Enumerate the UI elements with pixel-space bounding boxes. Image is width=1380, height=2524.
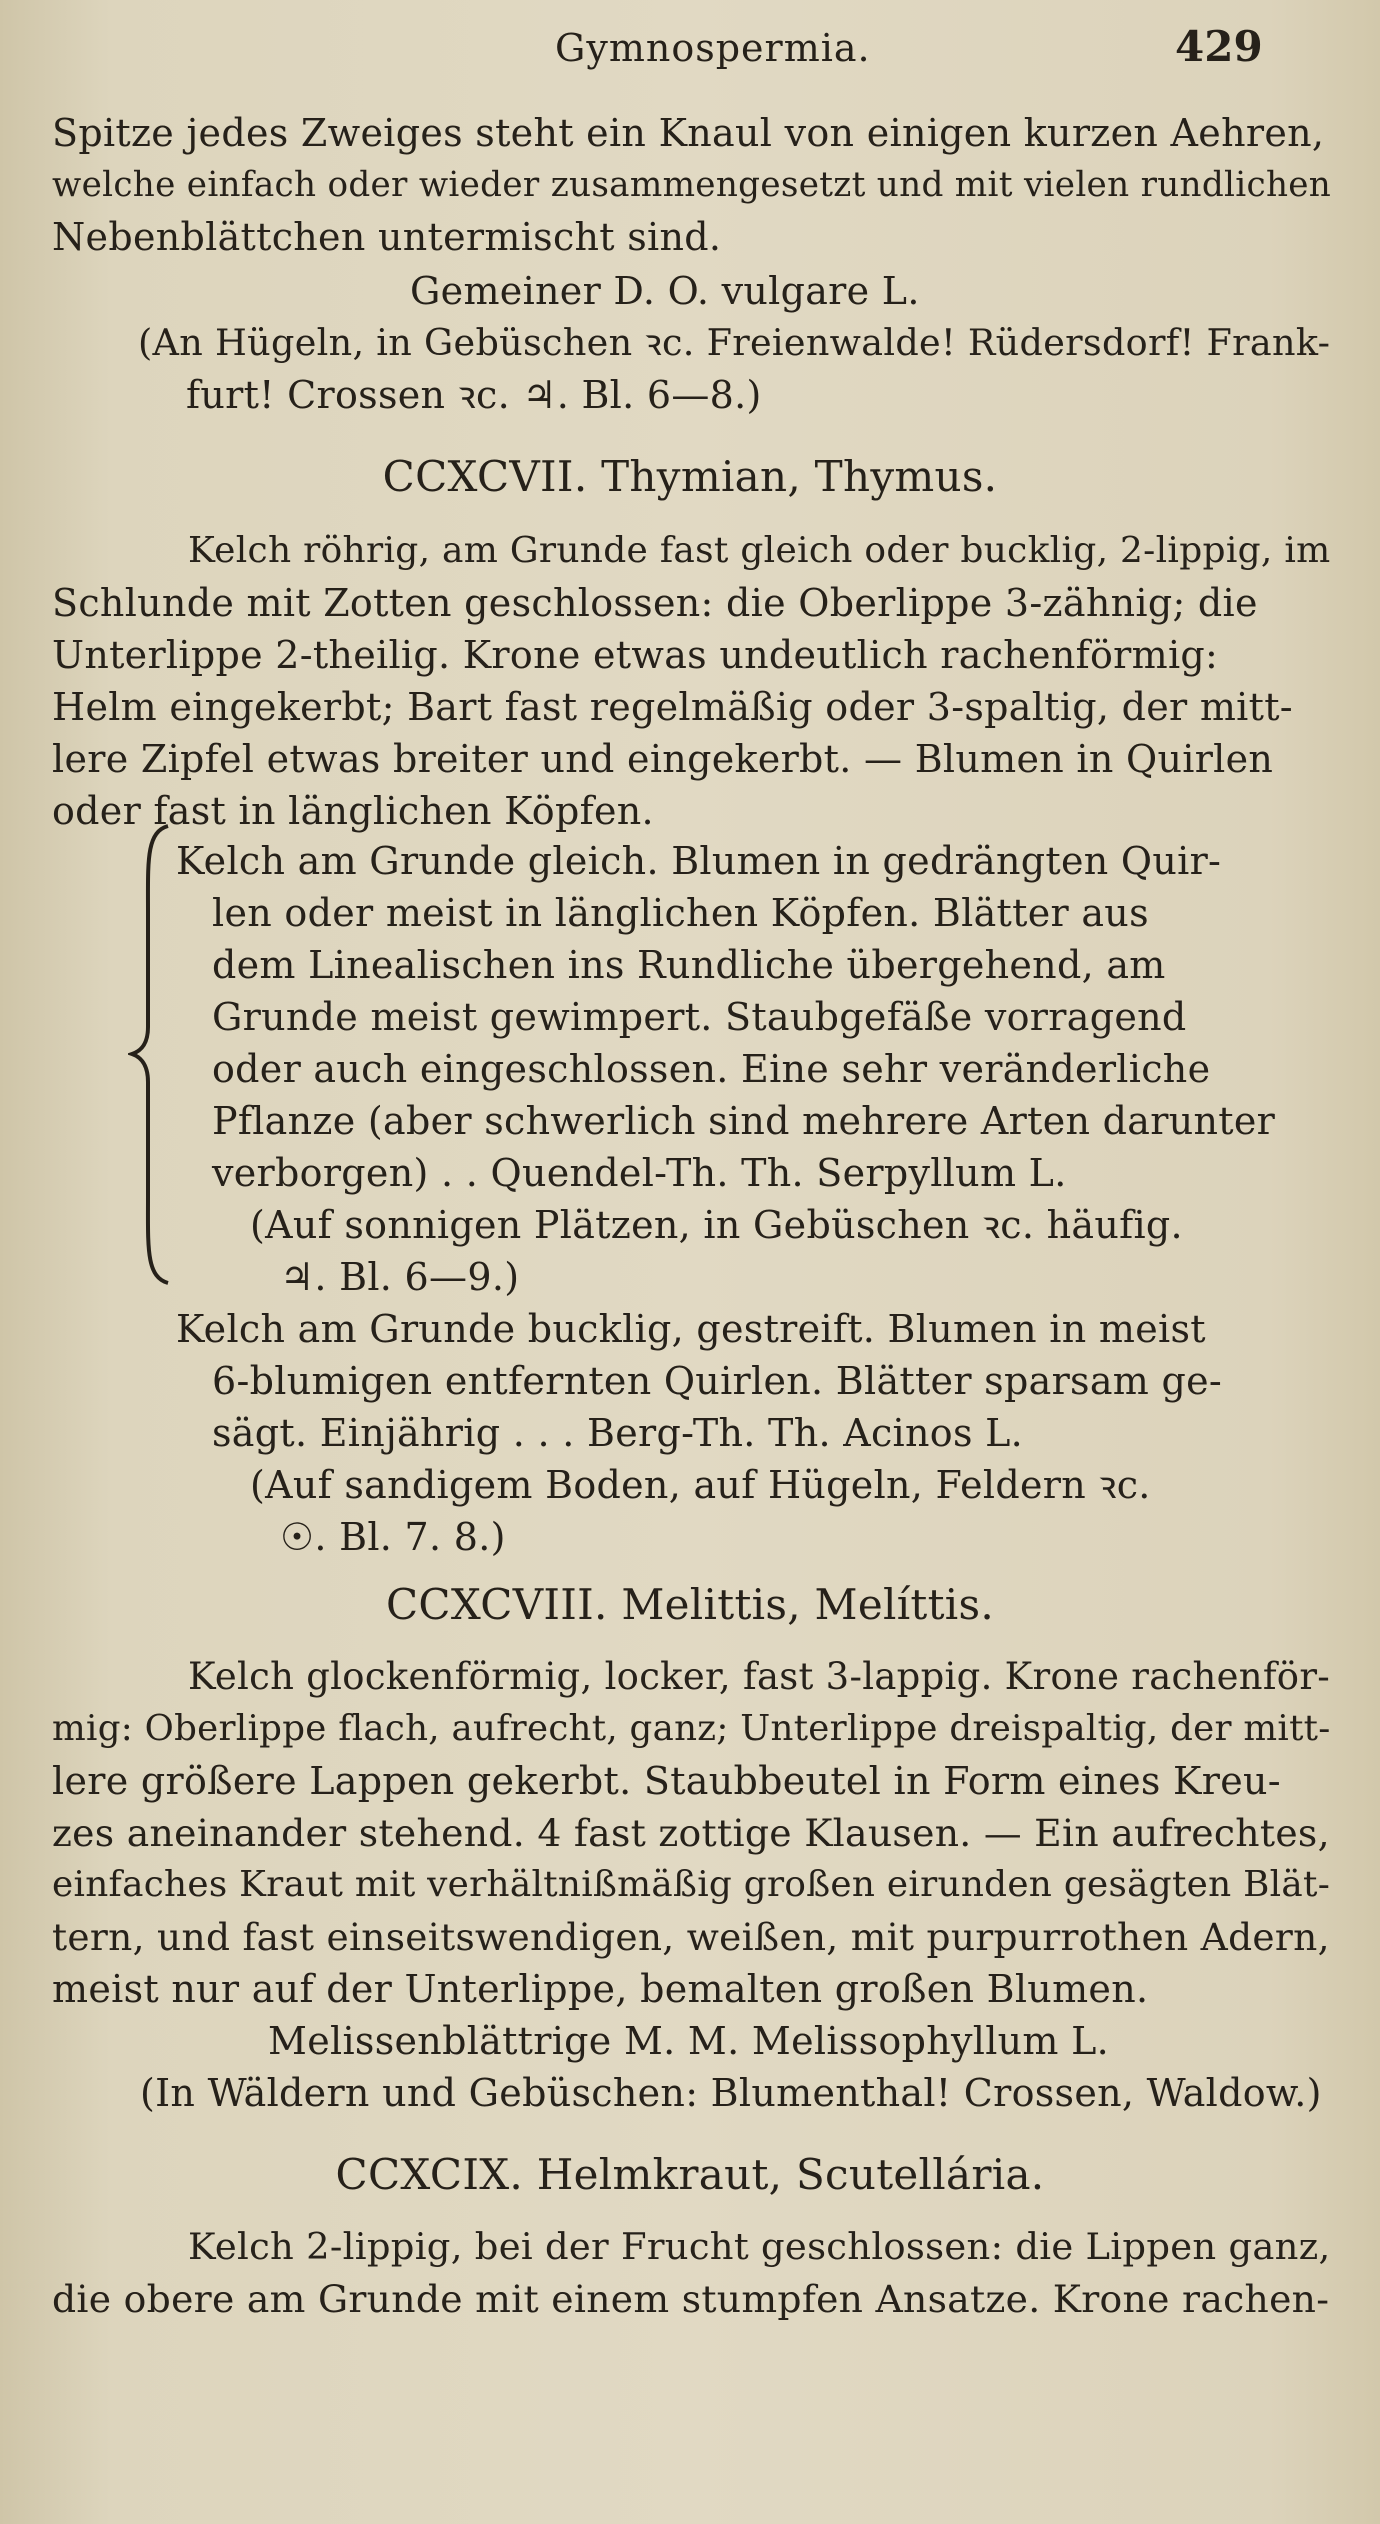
page-number: 429 (1175, 22, 1263, 71)
text-line: Spitze jedes Zweiges steht ein Knaul von einigen kurzen Aehren, (52, 111, 1325, 155)
running-title: Gymnospermia. (555, 26, 871, 70)
key-entry-line: Pflanze (aber schwerlich sind mehrere Arten darunter (212, 1099, 1276, 1143)
text-line: Nebenblättchen untermischt sind. (52, 215, 722, 259)
text-line: mig: Oberlippe flach, aufrecht, ganz; Unterlippe dreispaltig, der mitt- (52, 1708, 1331, 1749)
genus-heading: CCXCVIII. Melittis, Melíttis. (385, 1580, 995, 1629)
habitat-note: ☉. Bl. 7. 8.) (280, 1515, 506, 1559)
text-line: oder fast in länglichen Köpfen. (52, 789, 654, 833)
text-line: meist nur auf der Unterlippe, bemalten großen Blumen. (52, 1967, 1149, 2011)
key-entry-line: dem Linealischen ins Rundliche übergehend, am (212, 943, 1166, 987)
text-line: zes aneinander stehend. 4 fast zottige Klausen. — Ein aufrechtes, (52, 1811, 1330, 1855)
species-name: Melissenblättrige M. M. Melissophyllum L. (268, 2019, 1110, 2063)
key-entry-line: Grunde meist gewimpert. Staubgefäße vorragend (212, 995, 1187, 1039)
habitat-note: (Auf sonnigen Plätzen, in Gebüschen ꝛc. häufig. (250, 1203, 1183, 1247)
text-line: lere Zipfel etwas breiter und eingekerbt. — Blumen in Quirlen (52, 737, 1274, 781)
key-entry-line: Kelch am Grunde bucklig, gestreift. Blumen in meist (176, 1307, 1206, 1351)
key-entry-line: 6-blumigen entfernten Quirlen. Blätter sparsam ge- (212, 1359, 1223, 1403)
habitat-note: (In Wäldern und Gebüschen: Blumenthal! Crossen, Waldow.) (140, 2071, 1322, 2115)
text-line: Kelch röhrig, am Grunde fast gleich oder bucklig, 2-lippig, im (188, 530, 1331, 571)
genus-heading: CCXCIX. Helmkraut, Scutellária. (335, 2150, 1045, 2199)
key-entry-species: verborgen) . . Quendel-Th. Th. Serpyllum L. (212, 1151, 1067, 1195)
text-line: tern, und fast einseitswendigen, weißen, mit purpurrothen Adern, (52, 1915, 1330, 1959)
key-entry-species: sägt. Einjährig . . . Berg-Th. Th. Acinos L. (212, 1411, 1024, 1455)
key-entry-line: oder auch eingeschlossen. Eine sehr veränderliche (212, 1047, 1211, 1091)
habitat-note: (An Hügeln, in Gebüschen ꝛc. Freienwalde! Rüdersdorf! Frank- (138, 321, 1331, 364)
key-entry-line: len oder meist in länglichen Köpfen. Blätter aus (212, 891, 1149, 935)
text-line: einfaches Kraut mit verhältnißmäßig großen eirunden gesägten Blät- (52, 1864, 1331, 1905)
habitat-note: furt! Crossen ꝛc. ♃. Bl. 6—8.) (186, 373, 762, 417)
text-line: Schlunde mit Zotten geschlossen: die Oberlippe 3-zähnig; die (52, 581, 1258, 625)
text-line: Unterlippe 2-theilig. Krone etwas undeutlich rachenförmig: (52, 633, 1219, 677)
text-line: Kelch 2-lippig, bei der Frucht geschlossen: die Lippen ganz, (188, 2225, 1331, 2268)
habitat-note: ♃. Bl. 6—9.) (280, 1255, 520, 1299)
text-line: die obere am Grunde mit einem stumpfen Ansatze. Krone rachen- (52, 2277, 1330, 2321)
genus-heading: CCXCVII. Thymian, Thymus. (382, 452, 998, 501)
key-entry-line: Kelch am Grunde gleich. Blumen in gedrängten Quir- (176, 839, 1222, 883)
habitat-note: (Auf sandigem Boden, auf Hügeln, Feldern ꝛc. (250, 1463, 1151, 1507)
bracket-brace (128, 822, 176, 1287)
species-name: Gemeiner D. O. vulgare L. (410, 269, 920, 313)
text-line: lere größere Lappen gekerbt. Staubbeutel in Form eines Kreu- (52, 1759, 1281, 1803)
text-line: welche einfach oder wieder zusammengesetzt und mit vielen rundlichen (52, 165, 1332, 205)
text-line: Kelch glockenförmig, locker, fast 3-lappig. Krone rachenför- (188, 1655, 1331, 1698)
text-line: Helm eingekerbt; Bart fast regelmäßig oder 3-spaltig, der mitt- (52, 685, 1293, 729)
page-header (0, 18, 1380, 78)
